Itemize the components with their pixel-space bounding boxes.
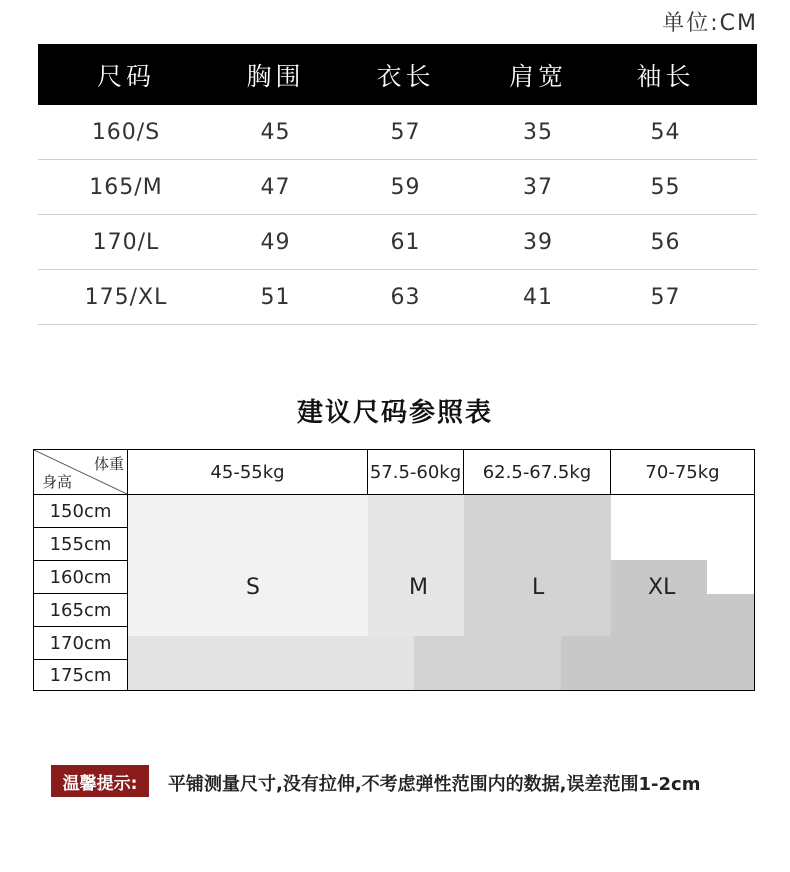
header-shoulder: 肩宽 — [508, 61, 567, 91]
weight-label: 体重 — [93, 455, 124, 473]
table-cell: 56 — [650, 229, 681, 255]
table-cell: 47 — [260, 174, 291, 200]
table-cell: 35 — [523, 119, 553, 145]
size-reference-grid — [33, 449, 755, 691]
tip-text: 平铺测量尺寸,没有拉伸,不考虑弹性范围内的数据,误差范围1-2cm — [168, 774, 701, 795]
unit-label: 单位:CM — [662, 11, 758, 36]
header-chest: 胸围 — [246, 61, 305, 91]
height-cell: 165cm — [33, 594, 128, 627]
l-zone — [464, 495, 611, 636]
table-row — [38, 215, 757, 270]
m-zone — [368, 495, 464, 636]
table-cell: 41 — [523, 284, 553, 310]
table-cell: 61 — [390, 229, 421, 255]
table-cell: 57 — [390, 119, 421, 145]
weight-header: 62.5-67.5kg — [464, 449, 611, 495]
bottom-band-mid — [414, 636, 561, 691]
table-cell: 45 — [260, 119, 291, 145]
table-row — [38, 270, 757, 325]
reference-title: 建议尺码参照表 — [296, 398, 493, 428]
header-size: 尺码 — [96, 61, 155, 91]
table-cell: 165/M — [89, 174, 163, 200]
height-cell: 155cm — [33, 528, 128, 561]
table-cell: 175/XL — [84, 284, 168, 310]
size-label-l: L — [532, 575, 545, 600]
header-length: 衣长 — [376, 61, 435, 91]
height-cell: 175cm — [33, 660, 128, 691]
height-cell: 150cm — [33, 495, 128, 528]
size-table-header — [38, 44, 757, 105]
table-cell: 63 — [390, 284, 421, 310]
size-label-s: S — [246, 575, 260, 600]
table-cell: 170/L — [92, 229, 160, 255]
table-cell: 51 — [260, 284, 291, 310]
corner-header — [33, 449, 128, 495]
xl-zone-right — [707, 594, 755, 636]
table-cell: 160/S — [91, 119, 161, 145]
table-cell: 39 — [523, 229, 553, 255]
height-label: 身高 — [42, 473, 73, 491]
size-label-xl: XL — [648, 575, 676, 600]
table-cell: 49 — [260, 229, 291, 255]
weight-header: 45-55kg — [128, 449, 368, 495]
table-row — [38, 105, 757, 160]
weight-header: 70-75kg — [611, 449, 755, 495]
s-zone — [128, 495, 368, 636]
header-sleeve: 袖长 — [636, 61, 695, 91]
table-cell: 55 — [650, 174, 681, 200]
table-cell: 57 — [650, 284, 681, 310]
height-cell: 160cm — [33, 561, 128, 594]
size-label-m: M — [409, 575, 428, 600]
table-cell: 54 — [650, 119, 681, 145]
table-cell: 37 — [523, 174, 553, 200]
bottom-band-dark — [561, 636, 755, 691]
height-cell: 170cm — [33, 627, 128, 660]
bottom-band-light — [128, 636, 414, 691]
weight-header: 57.5-60kg — [368, 449, 464, 495]
size-table — [38, 44, 757, 325]
table-cell: 59 — [390, 174, 421, 200]
table-row — [38, 160, 757, 215]
tip-badge: 温馨提示: — [51, 765, 149, 797]
